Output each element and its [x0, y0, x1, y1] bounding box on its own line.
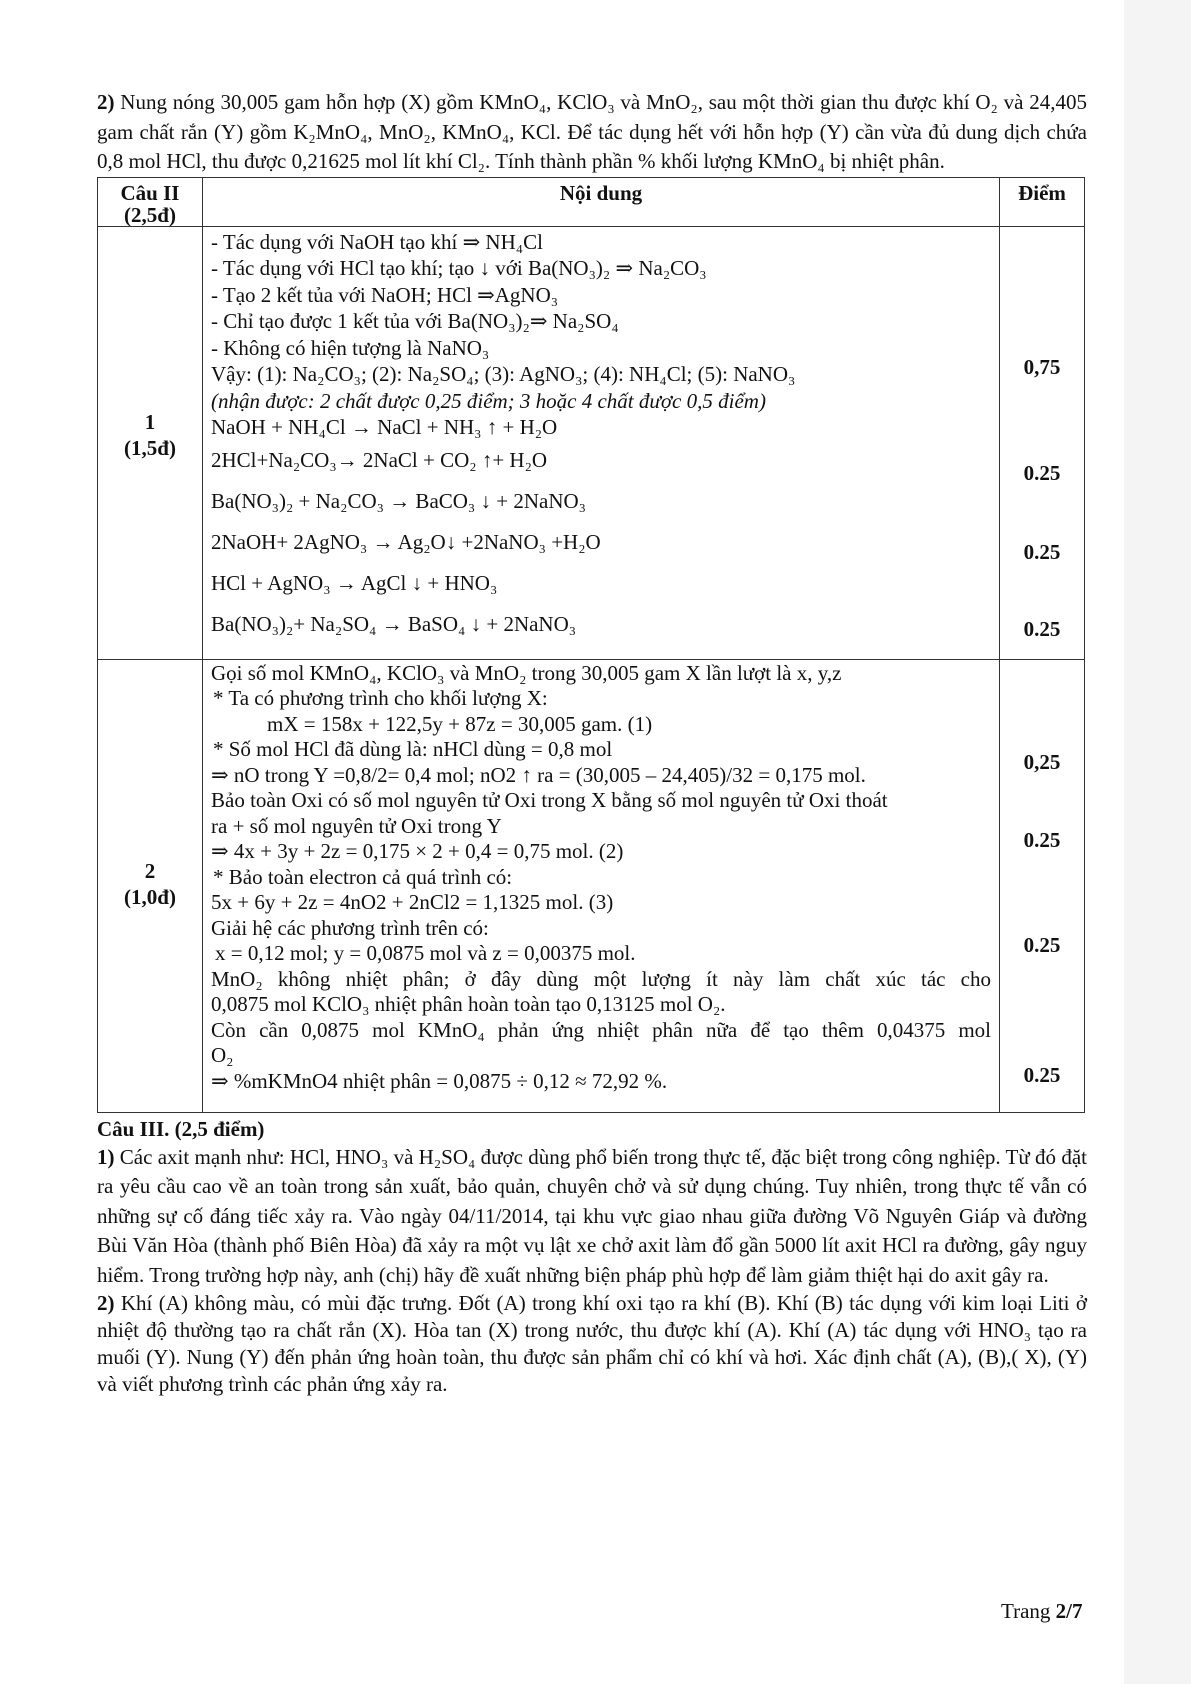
score: 0.25	[1023, 460, 1061, 485]
row2-label-cell	[98, 659, 203, 1112]
question-3-title: Câu III. (2,5 điểm)	[97, 1116, 265, 1141]
content-line: ⇒ 4x + 3y + 2z = 0,175 × 2 + 0,4 = 0,75 mol. (2)	[211, 839, 624, 863]
content-line: Ba(NO₃)₂+ Na₂SO₄ → BaSO₄ ↓ + 2NaNO₃	[211, 612, 577, 636]
content-line: Vậy: (1): Na₂CO₃; (2): Na₂SO₄; (3): AgNO₃; (4): NH₄Cl; (5): NaNO₃	[211, 362, 796, 386]
content-line: MnO₂ không nhiệt phân; ở đây dùng một lượng ít này làm chất xúc tác cho	[211, 966, 991, 991]
question-number: 2)	[97, 90, 115, 114]
table-header-row	[98, 177, 1085, 226]
content-line: mX = 158x + 122,5y + 87z = 30,005 gam. (1)	[267, 711, 653, 736]
row1-score-cell	[1000, 226, 1085, 659]
table-row	[98, 226, 1085, 659]
score: 0.25	[1023, 932, 1061, 957]
row1-content	[203, 226, 1000, 659]
header-score: Điểm	[1000, 177, 1085, 226]
content-line: 2NaOH+ 2AgNO₃ → Ag₂O↓ +2NaNO₃ +H₂O	[211, 530, 601, 554]
score: 0.25	[1023, 539, 1061, 564]
content-line: HCl + AgNO₃ → AgCl ↓ + HNO₃	[211, 571, 498, 595]
score: 0.25	[1023, 616, 1061, 641]
content-line: O₂	[211, 1043, 234, 1067]
content-line: ⇒ nO trong Y =0,8/2= 0,4 mol; nO2 ↑ ra = (30,005 – 24,405)/32 = 0,175 mol.	[211, 762, 866, 787]
table-row	[98, 659, 1085, 1112]
page-label: Trang	[1001, 1599, 1056, 1623]
score: 0,25	[1023, 749, 1061, 774]
row2-label: 2	[144, 858, 156, 883]
content-line: - Không có hiện tượng là NaNO₃	[211, 335, 490, 360]
page-number: 2/7	[1055, 1599, 1083, 1623]
row2-content	[203, 659, 1000, 1112]
question-3-part-1: 1) Các axit mạnh như: HCl, HNO₃ và H₂SO₄ được dùng phổ biến trong thực tế, đặc biệt trong công nghiệp. Từ đó đặt ra yêu cầu cao về an toàn trong sản xuất, bảo quản, chuyên chở và sử dụng chúng. Tuy nhiên, trong thực tế vẫn có những sự cố đáng tiếc xảy ra. Vào ngày 04/11/2014, tại khu vực giao nhau giữa đường Võ Nguyên Giáp và đường Bùi Văn Hòa (thành phố Biên Hòa) đã xảy ra một vụ lật xe chở axit làm đổ gần 5000 lít axit HCl ra đường, gây nguy hiểm. Trong trường hợp này, anh (chị) hãy đề xuất những biện pháp phù hợp để làm giảm thiệt hại do axit gây ra.	[97, 1144, 1087, 1287]
row1-points: (1,5đ)	[124, 435, 176, 460]
content-line: (nhận được: 2 chất được 0,25 điểm; 3 hoặc 4 chất được 0,5 điểm)	[211, 388, 766, 413]
content-line: Bảo toàn Oxi có số mol nguyên tử Oxi trong X bằng số mol nguyên tử Oxi thoát	[211, 788, 888, 812]
row2-points: (1,0đ)	[124, 884, 176, 909]
score: 0.25	[1023, 827, 1061, 852]
content-line: x = 0,12 mol; y = 0,0875 mol và z = 0,00375 mol.	[215, 941, 636, 965]
content-line: - Tác dụng với NaOH tạo khí ⇒ NH₄Cl	[211, 229, 543, 254]
content-line: 0,0875 mol KClO₃ nhiệt phân hoàn toàn tạo 0,13125 mol O₂.	[211, 992, 726, 1016]
content-line: 2HCl+Na₂CO₃→ 2NaCl + CO₂ ↑+ H₂O	[211, 448, 548, 472]
content-line: 5x + 6y + 2z = 4nO2 + 2nCl2 = 1,1325 mol. (3)	[211, 890, 614, 914]
content-line: * Ta có phương trình cho khối lượng X:	[213, 686, 548, 710]
content-line: NaOH + NH₄Cl → NaCl + NH₃ ↑ + H₂O	[211, 415, 558, 439]
content-line: Ba(NO₃)₂ + Na₂CO₃ → BaCO₃ ↓ + 2NaNO₃	[211, 489, 586, 513]
row1-label-cell	[98, 226, 203, 659]
score: 0,75	[1023, 354, 1061, 379]
row2-score-cell	[1000, 659, 1085, 1112]
content-line: ra + số mol nguyên tử Oxi trong Y	[211, 813, 502, 838]
content-line: ⇒ %mKMnO4 nhiệt phân = 0,0875 ÷ 0,12 ≈ 72,92 %.	[211, 1068, 668, 1093]
question-3	[97, 1115, 1087, 1399]
score: 0.25	[1023, 1062, 1061, 1087]
content-line: - Tạo 2 kết tủa với NaOH; HCl ⇒AgNO₃	[211, 282, 559, 307]
answer-table	[97, 177, 1085, 1113]
content-line: Giải hệ các phương trình trên có:	[211, 915, 489, 940]
content-line: * Bảo toàn electron cả quá trình có:	[213, 864, 513, 889]
header-cau: Câu II (2,5đ)	[98, 177, 203, 226]
content-line: - Chỉ tạo được 1 kết tủa với Ba(NO₃)₂⇒ Na₂SO₄	[211, 309, 619, 333]
content-line: * Số mol HCl đã dùng là: nHCl dùng = 0,8 mol	[213, 737, 613, 761]
content-line: - Tác dụng với HCl tạo khí; tạo ↓ với Ba(NO₃)₂ ⇒ Na₂CO₃	[211, 256, 707, 280]
content-line: Gọi số mol KMnO₄, KClO₃ và MnO₂ trong 30,005 gam X lần lượt là x, y,z	[211, 660, 842, 685]
scan-edge	[1124, 0, 1191, 1684]
header-content: Nội dung	[203, 177, 1000, 226]
page-footer	[1001, 1599, 1083, 1624]
question-2-intro	[97, 88, 1087, 177]
question-text: Nung nóng 30,005 gam hỗn hợp (X) gồm KMnO₄, KClO₃ và MnO₂, sau một thời gian thu được khí O₂ và 24,405 gam chất rắn (Y) gồm K₂MnO₄, MnO₂, KMnO₄, KCl. Để tác dụng hết với hỗn hợp (Y) cần vừa đủ dung dịch chứa 0,8 mol HCl, thu được 0,21625 mol lít khí Cl₂. Tính thành phần % khối lượng KMnO₄ bị nhiệt phân.	[97, 90, 1087, 173]
row1-label: 1	[144, 409, 156, 434]
content-line: Còn cần 0,0875 mol KMnO₄ phản ứng nhiệt phân nữa để tạo thêm 0,04375 mol	[211, 1017, 991, 1042]
document-body	[97, 88, 1087, 1398]
question-3-part-2: 2) Khí (A) không màu, có mùi đặc trưng. Đốt (A) trong khí oxi tạo ra khí (B). Khí (B) tác dụng với kim loại Liti ở nhiệt độ thường tạo ra chất rắn (X). Hòa tan (X) trong nước, thu được khí (A). Khí (A) tác dụng với HNO₃ tạo ra muối (Y). Nung (Y) đến phản ứng hoàn toàn, thu được sản phẩm chỉ có khí và hơi. Xác định chất (A), (B),( X), (Y) và viết phương trình các phản ứng xảy ra.	[97, 1291, 1087, 1396]
